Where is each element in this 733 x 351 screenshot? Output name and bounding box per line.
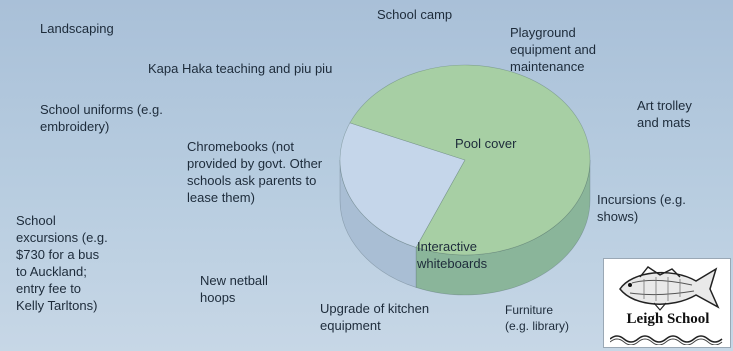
label-landscaping: Landscaping — [40, 21, 114, 36]
slice-label-new-netball-hoops: New netball hoops — [200, 273, 268, 305]
label-school-excursions: School excursions (e.g. $730 for a bus to Auckland; entry fee to Kelly Tarltons) — [16, 213, 108, 313]
slice-label-interactive-whiteboards: Interactive whiteboards — [417, 239, 488, 271]
logo-text: Leigh School — [626, 311, 710, 327]
label-upgrade-kitchen: Upgrade of kitchen equipment — [320, 301, 430, 333]
label-furniture: Furniture (e.g. library) — [505, 303, 570, 333]
label-school-camp: School camp — [377, 7, 453, 22]
label-playground: Playground equipment and maintenance — [510, 25, 597, 74]
school-logo — [603, 258, 731, 348]
label-art-trolley: Art trolley and mats — [637, 98, 692, 130]
slice-label-pool-cover: Pool cover — [455, 136, 517, 151]
label-incursions: Incursions (e.g. shows) — [597, 192, 686, 224]
label-school-uniforms: School uniforms (e.g. embroidery) — [40, 102, 163, 134]
fish-icon — [614, 263, 722, 311]
slice-label-chromebooks: Chromebooks (not provided by govt. Other schools ask parents to lease them) — [187, 139, 323, 205]
label-kapa-haka: Kapa Haka teaching and piu piu — [148, 61, 333, 76]
wave-pattern-icon — [610, 333, 726, 345]
